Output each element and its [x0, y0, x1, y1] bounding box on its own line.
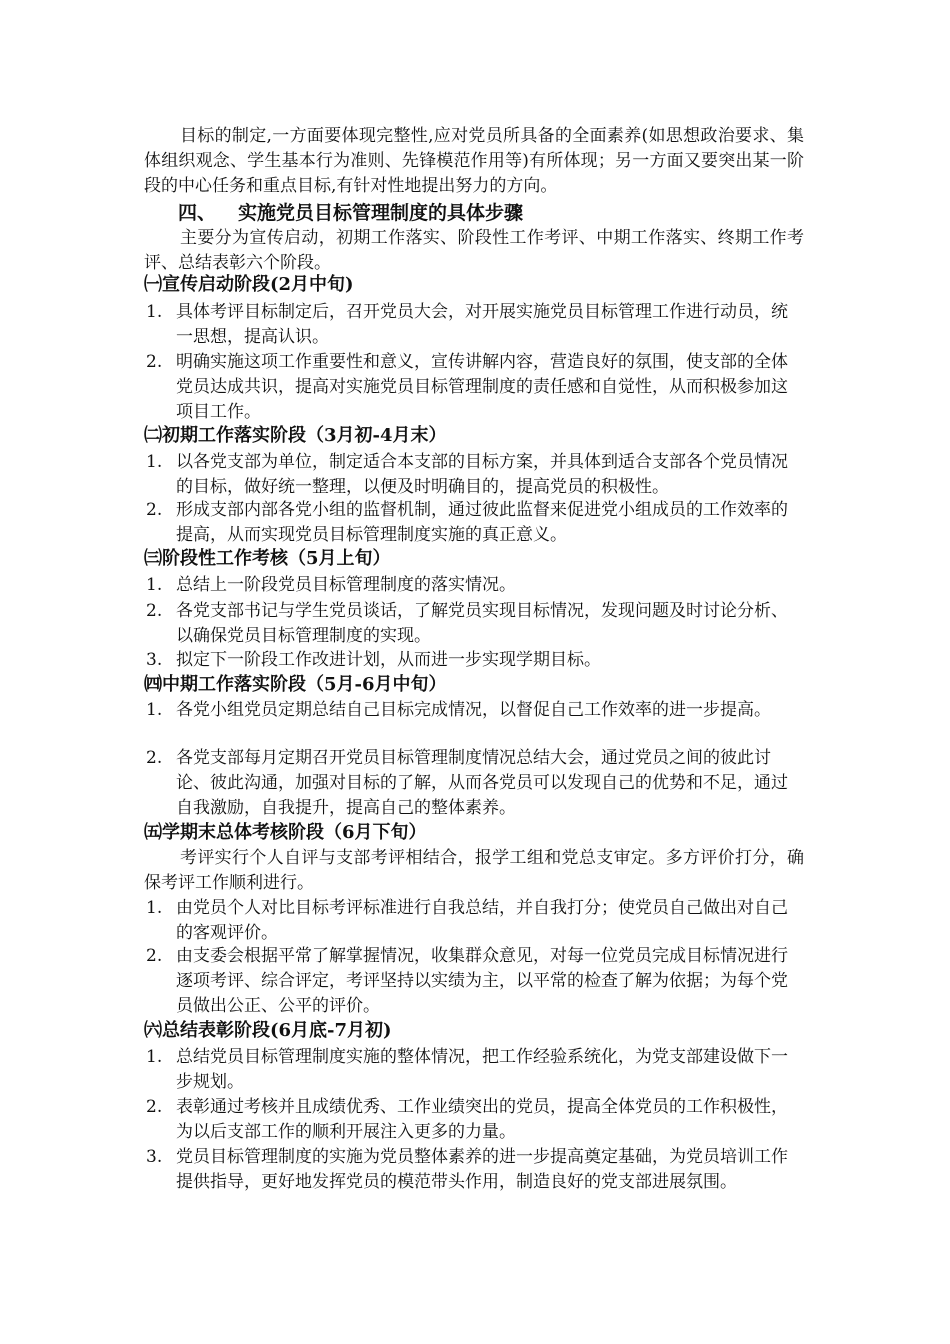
list-item — [144, 350, 804, 425]
list-item — [144, 648, 804, 673]
item-number: 2. — [146, 601, 163, 621]
item-number: 1. — [146, 302, 163, 322]
item-text: 表彰通过考核并且成绩优秀、工作业绩突出的党员，提高全体党员的工作积极性，为以后支部工作的顺利开展注入更多的力量。 — [176, 1097, 788, 1142]
stage-title-6: ㈥总结表彰阶段(6月底-7月初) — [144, 1020, 392, 1041]
item-number: 3. — [146, 650, 163, 670]
item-number: 1. — [146, 700, 163, 720]
list-item — [144, 1045, 804, 1095]
item-text: 总结上一阶段党员目标管理制度的落实情况。 — [176, 575, 516, 595]
list-item — [144, 896, 804, 946]
item-text: 以各党支部为单位，制定适合本支部的目标方案，并具体到适合支部各个党员情况的目标，做好统一整理，以便及时明确目的，提高党员的积极性。 — [176, 452, 788, 497]
stage-5-note: 考评实行个人自评与支部考评相结合，报学工组和党总支审定。多方评价打分，确保考评工作顺利进行。 — [144, 848, 804, 893]
item-number: 2. — [146, 1097, 163, 1117]
list-item — [144, 698, 804, 723]
list-item — [144, 599, 804, 649]
list-item — [144, 573, 804, 598]
item-text: 明确实施这项工作重要性和意义，宣传讲解内容，营造良好的氛围，使支部的全体党员达成共识，提高对实施党员目标管理制度的责任感和自觉性，从而积极参加这项目工作。 — [176, 352, 788, 422]
item-number: 3. — [146, 1147, 163, 1167]
stage-title-4: ㈣中期工作落实阶段（5月-6月中旬） — [144, 674, 447, 695]
section-heading — [178, 200, 523, 226]
item-text: 各党小组党员定期总结自己目标完成情况，以督促自己工作效率的进一步提高。 — [176, 700, 771, 720]
item-text: 形成支部内部各党小组的监督机制，通过彼此监督来促进党小组成员的工作效率的提高，从而实现党员目标管理制度实施的真正意义。 — [176, 500, 788, 545]
item-number: 1. — [146, 575, 163, 595]
item-text: 具体考评目标制定后，召开党员大会，对开展实施党员目标管理工作进行动员，统一思想，提高认识。 — [176, 302, 788, 347]
heading-title: 实施党员目标管理制度的具体步骤 — [238, 202, 524, 224]
intro-paragraph: 目标的制定,一方面要体现完整性,应对党员所具备的全面素养(如思想政治要求、集体组织观念、学生基本行为准则、先锋模范作用等)有所体现；另一方面又要突出某一阶段的中心任务和重点目标,有针对性地提出努力的方向。 — [144, 126, 804, 196]
list-item — [144, 300, 804, 350]
item-text: 总结党员目标管理制度实施的整体情况，把工作经验系统化，为党支部建设做下一步规划。 — [176, 1047, 788, 1092]
item-number: 2. — [146, 352, 163, 372]
item-text: 党员目标管理制度的实施为党员整体素养的进一步提高奠定基础，为党员培训工作提供指导，更好地发挥党员的模范带头作用，制造良好的党支部进展氛围。 — [176, 1147, 788, 1192]
item-number: 1. — [146, 452, 163, 472]
item-text: 由支委会根据平常了解掌握情况，收集群众意见，对每一位党员完成目标情况进行逐项考评、综合评定，考评坚持以实绩为主，以平常的检查了解为依据；为每个党员做出公正、公平的评价。 — [176, 946, 788, 1016]
item-text: 拟定下一阶段工作改进计划，从而进一步实现学期目标。 — [176, 650, 601, 670]
stage-title-2: ㈡初期工作落实阶段（3月初-4月末） — [144, 425, 447, 446]
heading-number: 四、 — [178, 202, 217, 224]
item-text: 各党支部书记与学生党员谈话，了解党员实现目标情况，发现问题及时讨论分析、以确保党员目标管理制度的实现。 — [176, 601, 788, 646]
item-text: 由党员个人对比目标考评标准进行自我总结，并自我打分；使党员自己做出对自己的客观评价。 — [176, 898, 788, 943]
summary-paragraph: 主要分为宣传启动，初期工作落实、阶段性工作考评、中期工作落实、终期工作考评、总结表彰六个阶段。 — [144, 228, 804, 273]
item-number: 2. — [146, 946, 163, 966]
list-item — [144, 1095, 804, 1145]
list-item — [144, 498, 804, 548]
item-number: 1. — [146, 898, 163, 918]
list-item — [144, 450, 804, 500]
item-number: 2. — [146, 500, 163, 520]
list-item — [144, 944, 804, 1019]
stage-title-5: ㈤学期末总体考核阶段（6月下旬） — [144, 822, 427, 843]
stage-title-1: ㈠宣传启动阶段(2月中旬) — [144, 274, 354, 295]
list-item — [144, 1145, 804, 1195]
list-item — [144, 746, 804, 821]
stage-title-3: ㈢阶段性工作考核（5月上旬） — [144, 548, 391, 569]
item-text: 各党支部每月定期召开党员目标管理制度情况总结大会，通过党员之间的彼此讨论、彼此沟通，加强对目标的了解，从而各党员可以发现自己的优势和不足，通过自我激励，自我提升，提高自己的整体素养。 — [176, 748, 788, 818]
item-number: 1. — [146, 1047, 163, 1067]
item-number: 2. — [146, 748, 163, 768]
